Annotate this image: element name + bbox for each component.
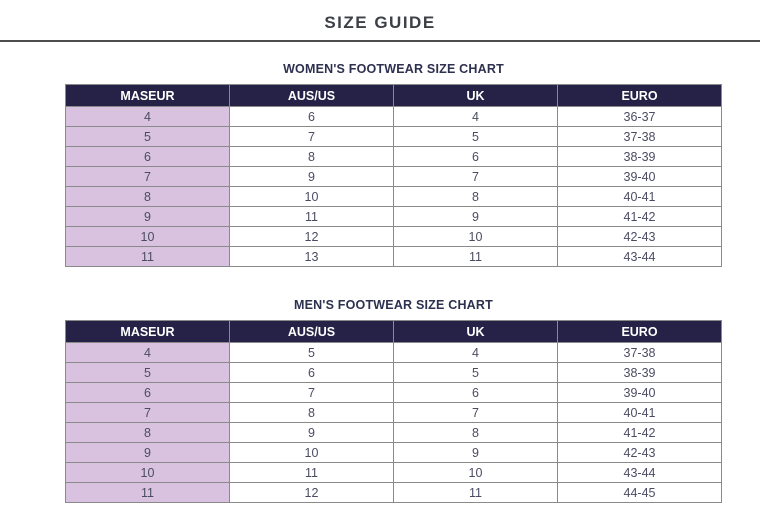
- size-cell: 11: [394, 247, 558, 267]
- size-cell: 39-40: [558, 167, 722, 187]
- page-title: SIZE GUIDE: [324, 13, 436, 32]
- size-cell: 9: [66, 207, 230, 227]
- size-cell: 6: [230, 107, 394, 127]
- table-row: [66, 383, 722, 403]
- womens-chart-title: WOMEN'S FOOTWEAR SIZE CHART: [283, 62, 504, 76]
- page-header: [0, 0, 760, 42]
- size-cell: 42-43: [558, 443, 722, 463]
- mens-table-header: [66, 321, 722, 343]
- size-cell: 10: [394, 463, 558, 483]
- size-cell: 7: [394, 167, 558, 187]
- size-cell: 8: [394, 187, 558, 207]
- size-cell: 4: [394, 107, 558, 127]
- size-cell: 10: [230, 187, 394, 207]
- column-header-euro: EURO: [558, 85, 722, 107]
- table-row: [66, 483, 722, 503]
- size-cell: 43-44: [558, 463, 722, 483]
- size-cell: 4: [66, 107, 230, 127]
- column-header-maseur: MASEUR: [66, 321, 230, 343]
- size-cell: 38-39: [558, 363, 722, 383]
- size-cell: 4: [66, 343, 230, 363]
- size-cell: 13: [230, 247, 394, 267]
- size-cell: 43-44: [558, 247, 722, 267]
- size-guide-content: [65, 62, 722, 503]
- size-cell: 7: [394, 403, 558, 423]
- size-cell: 8: [66, 423, 230, 443]
- size-cell: 41-42: [558, 423, 722, 443]
- size-cell: 40-41: [558, 187, 722, 207]
- size-cell: 37-38: [558, 127, 722, 147]
- size-cell: 7: [230, 127, 394, 147]
- table-row: [66, 227, 722, 247]
- size-cell: 9: [230, 423, 394, 443]
- size-cell: 6: [66, 383, 230, 403]
- size-cell: 39-40: [558, 383, 722, 403]
- column-header-uk: UK: [394, 85, 558, 107]
- column-header-aus-us: AUS/US: [230, 85, 394, 107]
- size-cell: 9: [394, 207, 558, 227]
- womens-table-body: [66, 107, 722, 267]
- size-cell: 9: [394, 443, 558, 463]
- size-cell: 11: [230, 463, 394, 483]
- table-row: [66, 403, 722, 423]
- size-cell: 10: [66, 227, 230, 247]
- size-cell: 7: [66, 167, 230, 187]
- size-cell: 8: [394, 423, 558, 443]
- column-header-uk: UK: [394, 321, 558, 343]
- table-row: [66, 463, 722, 483]
- table-row: [66, 443, 722, 463]
- size-cell: 37-38: [558, 343, 722, 363]
- column-header-aus-us: AUS/US: [230, 321, 394, 343]
- size-cell: 7: [230, 383, 394, 403]
- size-cell: 6: [394, 147, 558, 167]
- column-header-maseur: MASEUR: [66, 85, 230, 107]
- size-cell: 40-41: [558, 403, 722, 423]
- size-cell: 10: [394, 227, 558, 247]
- size-cell: 5: [66, 363, 230, 383]
- table-row: [66, 343, 722, 363]
- size-cell: 6: [230, 363, 394, 383]
- womens-table-header: [66, 85, 722, 107]
- mens-table-body: [66, 343, 722, 503]
- size-cell: 6: [66, 147, 230, 167]
- table-row: [66, 187, 722, 207]
- size-cell: 38-39: [558, 147, 722, 167]
- size-cell: 11: [66, 483, 230, 503]
- table-row: [66, 127, 722, 147]
- size-cell: 11: [394, 483, 558, 503]
- size-cell: 12: [230, 227, 394, 247]
- table-row: [66, 247, 722, 267]
- mens-chart-title: MEN'S FOOTWEAR SIZE CHART: [294, 298, 493, 312]
- size-cell: 7: [66, 403, 230, 423]
- size-cell: 5: [394, 127, 558, 147]
- header-row: [66, 321, 722, 343]
- table-row: [66, 207, 722, 227]
- size-cell: 42-43: [558, 227, 722, 247]
- size-cell: 10: [230, 443, 394, 463]
- table-row: [66, 147, 722, 167]
- size-cell: 10: [66, 463, 230, 483]
- size-cell: 44-45: [558, 483, 722, 503]
- size-cell: 5: [66, 127, 230, 147]
- womens-size-table: [65, 84, 722, 267]
- size-cell: 5: [230, 343, 394, 363]
- size-cell: 11: [230, 207, 394, 227]
- table-row: [66, 363, 722, 383]
- size-cell: 11: [66, 247, 230, 267]
- table-row: [66, 107, 722, 127]
- size-cell: 6: [394, 383, 558, 403]
- size-cell: 12: [230, 483, 394, 503]
- size-cell: 9: [230, 167, 394, 187]
- table-row: [66, 423, 722, 443]
- size-cell: 9: [66, 443, 230, 463]
- size-cell: 4: [394, 343, 558, 363]
- size-cell: 8: [230, 147, 394, 167]
- size-cell: 41-42: [558, 207, 722, 227]
- size-cell: 5: [394, 363, 558, 383]
- mens-size-table: [65, 320, 722, 503]
- size-cell: 8: [66, 187, 230, 207]
- table-row: [66, 167, 722, 187]
- size-cell: 8: [230, 403, 394, 423]
- header-row: [66, 85, 722, 107]
- size-cell: 36-37: [558, 107, 722, 127]
- column-header-euro: EURO: [558, 321, 722, 343]
